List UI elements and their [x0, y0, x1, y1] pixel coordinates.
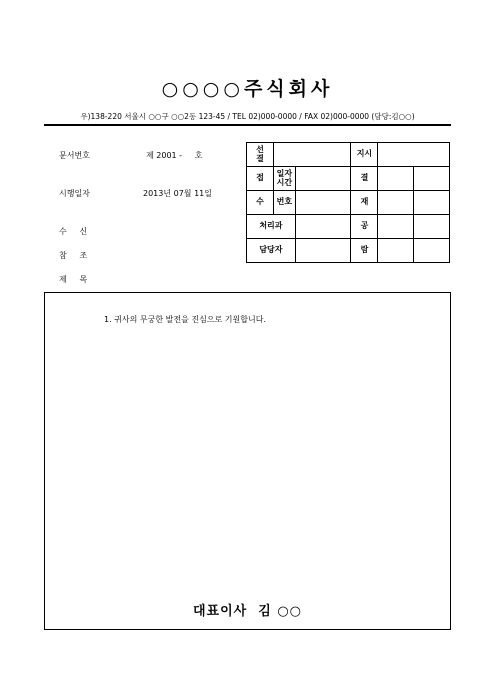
cell-gyeol-value-1: [378, 167, 414, 191]
cell-gong-value-1: [378, 215, 414, 239]
header-divider: [44, 124, 451, 126]
cell-number: 번호: [273, 191, 295, 215]
address-line: 우)138-220 서울시 ○○구 ○○2동 123-45 / TEL 02)000-0000 / FAX 02)000-0000 (담당:김○○): [80, 112, 415, 121]
subject-label: 제 목: [59, 275, 88, 284]
cell-su: 수: [247, 191, 274, 215]
doc-number-label: 문서번호: [59, 151, 90, 160]
document-body-box: [44, 292, 451, 630]
cell-seon-gyeol-value: [273, 143, 351, 167]
company-title: ○○○○주식회사: [161, 78, 334, 100]
cell-number-value: [295, 191, 351, 215]
cell-seon-gyeol: 선 결: [247, 143, 274, 167]
recipient-label: 수 신: [59, 227, 88, 236]
cell-jisi: 지시: [351, 143, 378, 167]
cell-jae-value-2: [414, 191, 450, 215]
approval-table: [246, 142, 450, 263]
cell-gong-value-2: [414, 215, 450, 239]
date-label: 시행일자: [59, 189, 90, 198]
reference-label: 참 조: [59, 251, 88, 260]
cell-date-time-value: [295, 167, 351, 191]
cell-jeop: 접: [247, 167, 274, 191]
doc-number-value: 제 2001 - 호: [146, 151, 203, 160]
cell-person-in-charge: 담당자: [247, 239, 296, 263]
cell-gyeol-value-2: [414, 167, 450, 191]
cell-jae-value-1: [378, 191, 414, 215]
cell-processing-dept: 처리과: [247, 215, 296, 239]
signature: 대표이사 김 ○○: [192, 604, 303, 619]
cell-ram-value-2: [414, 239, 450, 263]
cell-jae: 재: [351, 191, 378, 215]
cell-gyeol: 결: [351, 167, 378, 191]
cell-person-in-charge-value: [295, 239, 351, 263]
cell-date-time: 일자 시간: [273, 167, 295, 191]
cell-processing-dept-value: [295, 215, 351, 239]
cell-ram-value-1: [378, 239, 414, 263]
cell-ram: 람: [351, 239, 378, 263]
body-text: 1. 귀사의 무궁한 발전을 진심으로 기원합니다.: [104, 315, 266, 324]
cell-gong: 공: [351, 215, 378, 239]
date-value: 2013년 07월 11일: [143, 189, 212, 198]
cell-jisi-value: [378, 143, 450, 167]
